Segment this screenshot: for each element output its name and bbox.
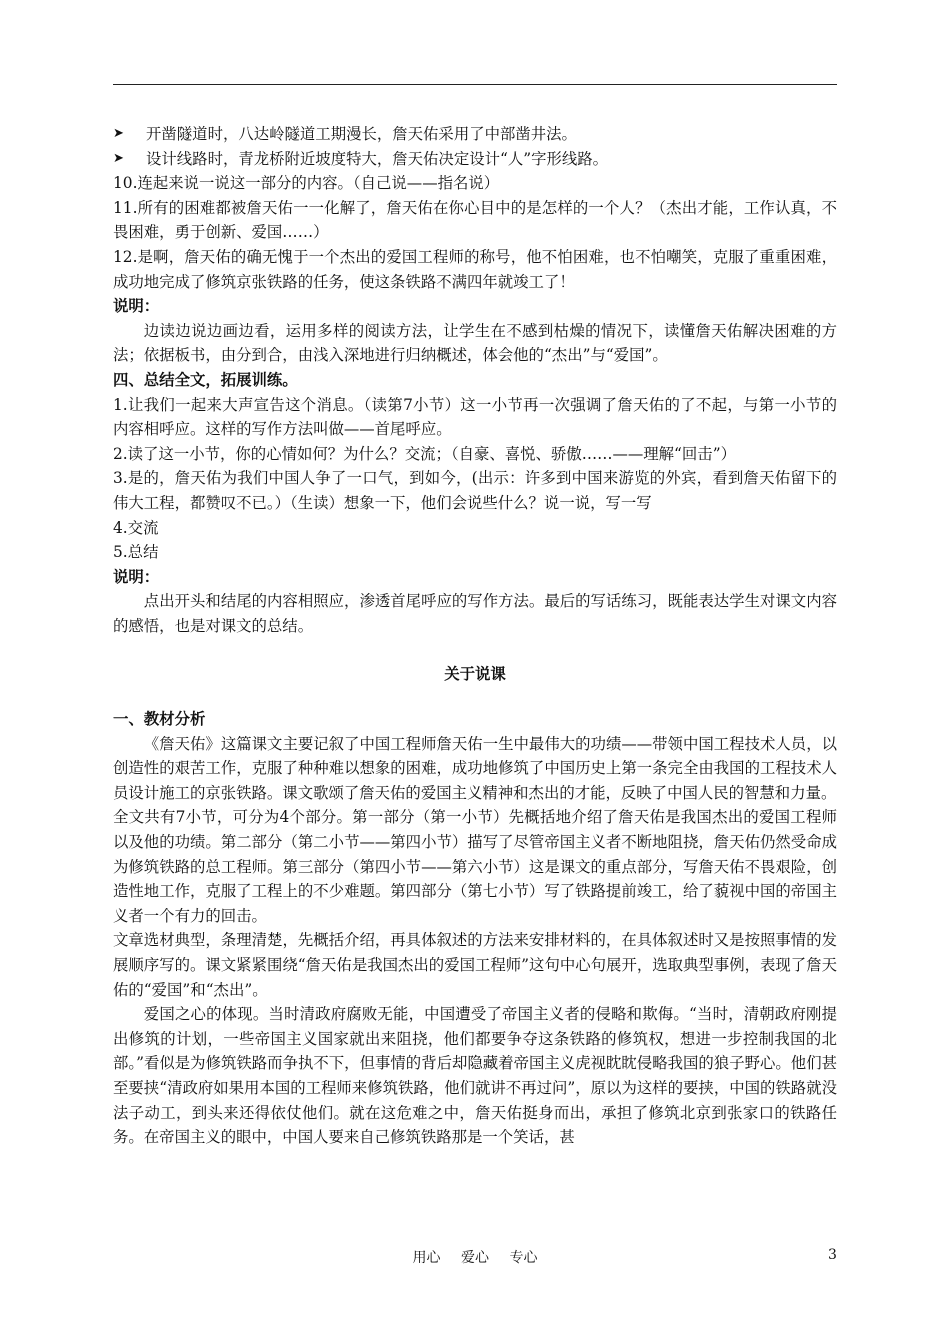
note-text: 点出开头和结尾的内容相照应，渗透首尾呼应的写作方法。最后的写话练习，既能表达学生对课文内容的感悟，也是对课文的总结。 (113, 592, 837, 635)
paragraph: 1.让我们一起来大声宣告这个消息。（读第7小节）这一小节再一次强调了詹天佑的了不起，与第一小节的内容相呼应。这样的写作方法叫做——首尾呼应。 (113, 395, 837, 439)
section-heading: 一、教材分析 (113, 710, 206, 729)
note-label: 说明： (113, 297, 160, 316)
footer-text: 用心 爱心 专心 (412, 1250, 538, 1266)
paragraph: 5.总结 (113, 543, 159, 562)
about-title: 关于说课 (444, 665, 506, 684)
paragraph: 3.是的，詹天佑为我们中国人争了一口气，到如今，(出示：许多到中国来游览的外宾，看到詹天佑留下的伟大工程，都赞叹不已。）（生读）想象一下，他们会说些什么？说一说，写一写 (113, 469, 837, 512)
note-label: 说明： (113, 567, 160, 586)
paragraph: 11.所有的困难都被詹天佑一一化解了，詹天佑在你心目中的是怎样的一个人？（杰出才能，工作认真，不畏困难，勇于创新、爱国……） (113, 198, 837, 242)
section-heading: 四、总结全文，拓展训练。 (113, 370, 298, 389)
page-content (113, 122, 837, 1150)
arrow-bullet-icon: ➤ (113, 150, 124, 166)
header-rule (113, 84, 837, 85)
paragraph: 2.读了这一小节，你的心情如何？为什么？交流；（自豪、喜悦、骄傲……——理解“回击”） (113, 444, 736, 463)
paragraph: 10.连起来说一说这一部分的内容。（自己说——指名说） (113, 174, 500, 193)
arrow-bullet-icon: ➤ (113, 126, 124, 141)
paragraph: 爱国之心的体现。当时清政府腐败无能，中国遭受了帝国主义者的侵略和欺侮。“当时，清朝政府刚提出修筑的计划，一些帝国主义国家就出来阻挠，他们都要争夺这条铁路的修筑权，想进一步控制我国的北部。”看似是为修筑铁路而争执不下，但事情的背后却隐藏着帝国主义虎视眈眈侵略我国的狼子野心。他们甚至要挟“清政府如果用本国的工程师来修筑铁路，他们就讲不再过问”，原以为这样的要挟，中国的铁路就没法子动工，到头来还得依仗他们。就在这危难之中，詹天佑挺身而出，承担了修筑北京到张家口的铁路任务。在帝国主义的眼中，中国人要来自己修筑铁路那是一个笑话，甚 (113, 1005, 837, 1147)
paragraph: 12.是啊，詹天佑的确无愧于一个杰出的爱国工程师的称号，他不怕困难，也不怕嘲笑，克服了重重困难，成功地完成了修筑京张铁路的任务，使这条铁路不满四年就竣工了！ (113, 247, 837, 291)
note-text: 边读边说边画边看，运用多样的阅读方法，让学生在不感到枯燥的情况下，读懂詹天佑解决困难的方法；依据板书，由分到合，由浅入深地进行归纳概述，体会他的“杰出”与“爱国”。 (113, 321, 837, 365)
bullet-item (113, 147, 837, 172)
paragraph: 全文共有7小节，可分为4个部分。第一部分（第一小节）先概括地介绍了詹天佑是我国杰出的爱国工程师以及他的功绩。第二部分（第二小节——第四小节）描写了尽管帝国主义者不断地阻挠，詹天佑仍然受命成为修筑铁路的总工程师。第三部分（第四小节——第六小节）这是课文的重点部分，写詹天佑不畏艰险，创造性地工作，克服了工程上的不少难题。第四部分（第七小节）写了铁路提前竣工，给了藐视中国的帝国主义者一个有力的回击。 (113, 808, 837, 925)
paragraph: 4.交流 (113, 518, 159, 537)
page-number: 3 (828, 1247, 837, 1263)
paragraph: 文章选材典型，条理清楚，先概括介绍，再具体叙述的方法来安排材料的，在具体叙述时又是按照事情的发展顺序写的。课文紧紧围绕“詹天佑是我国杰出的爱国工程师”这句中心句展开，选取典型事例，表现了詹天佑的“爱国”和“杰出”。 (113, 931, 837, 999)
bullet-text: 开凿隧道时，八达岭隧道工期漫长，詹天佑采用了中部凿井法。 (146, 125, 577, 143)
paragraph: 《詹天佑》这篇课文主要记叙了中国工程师詹天佑一生中最伟大的功绩——带领中国工程技术人员，以创造性的艰苦工作，克服了种种难以想象的困难，成功地修筑了中国历史上第一条完全由我国的工程技术人员设计施工的京张铁路。课文歌颂了詹天佑的爱国主义精神和杰出的才能，反映了中国人民的智慧和力量。 (113, 734, 837, 802)
bullet-text: 设计线路时，青龙桥附近坡度特大，詹天佑决定设计“人”字形线路。 (146, 149, 609, 168)
bullet-item (113, 122, 837, 147)
